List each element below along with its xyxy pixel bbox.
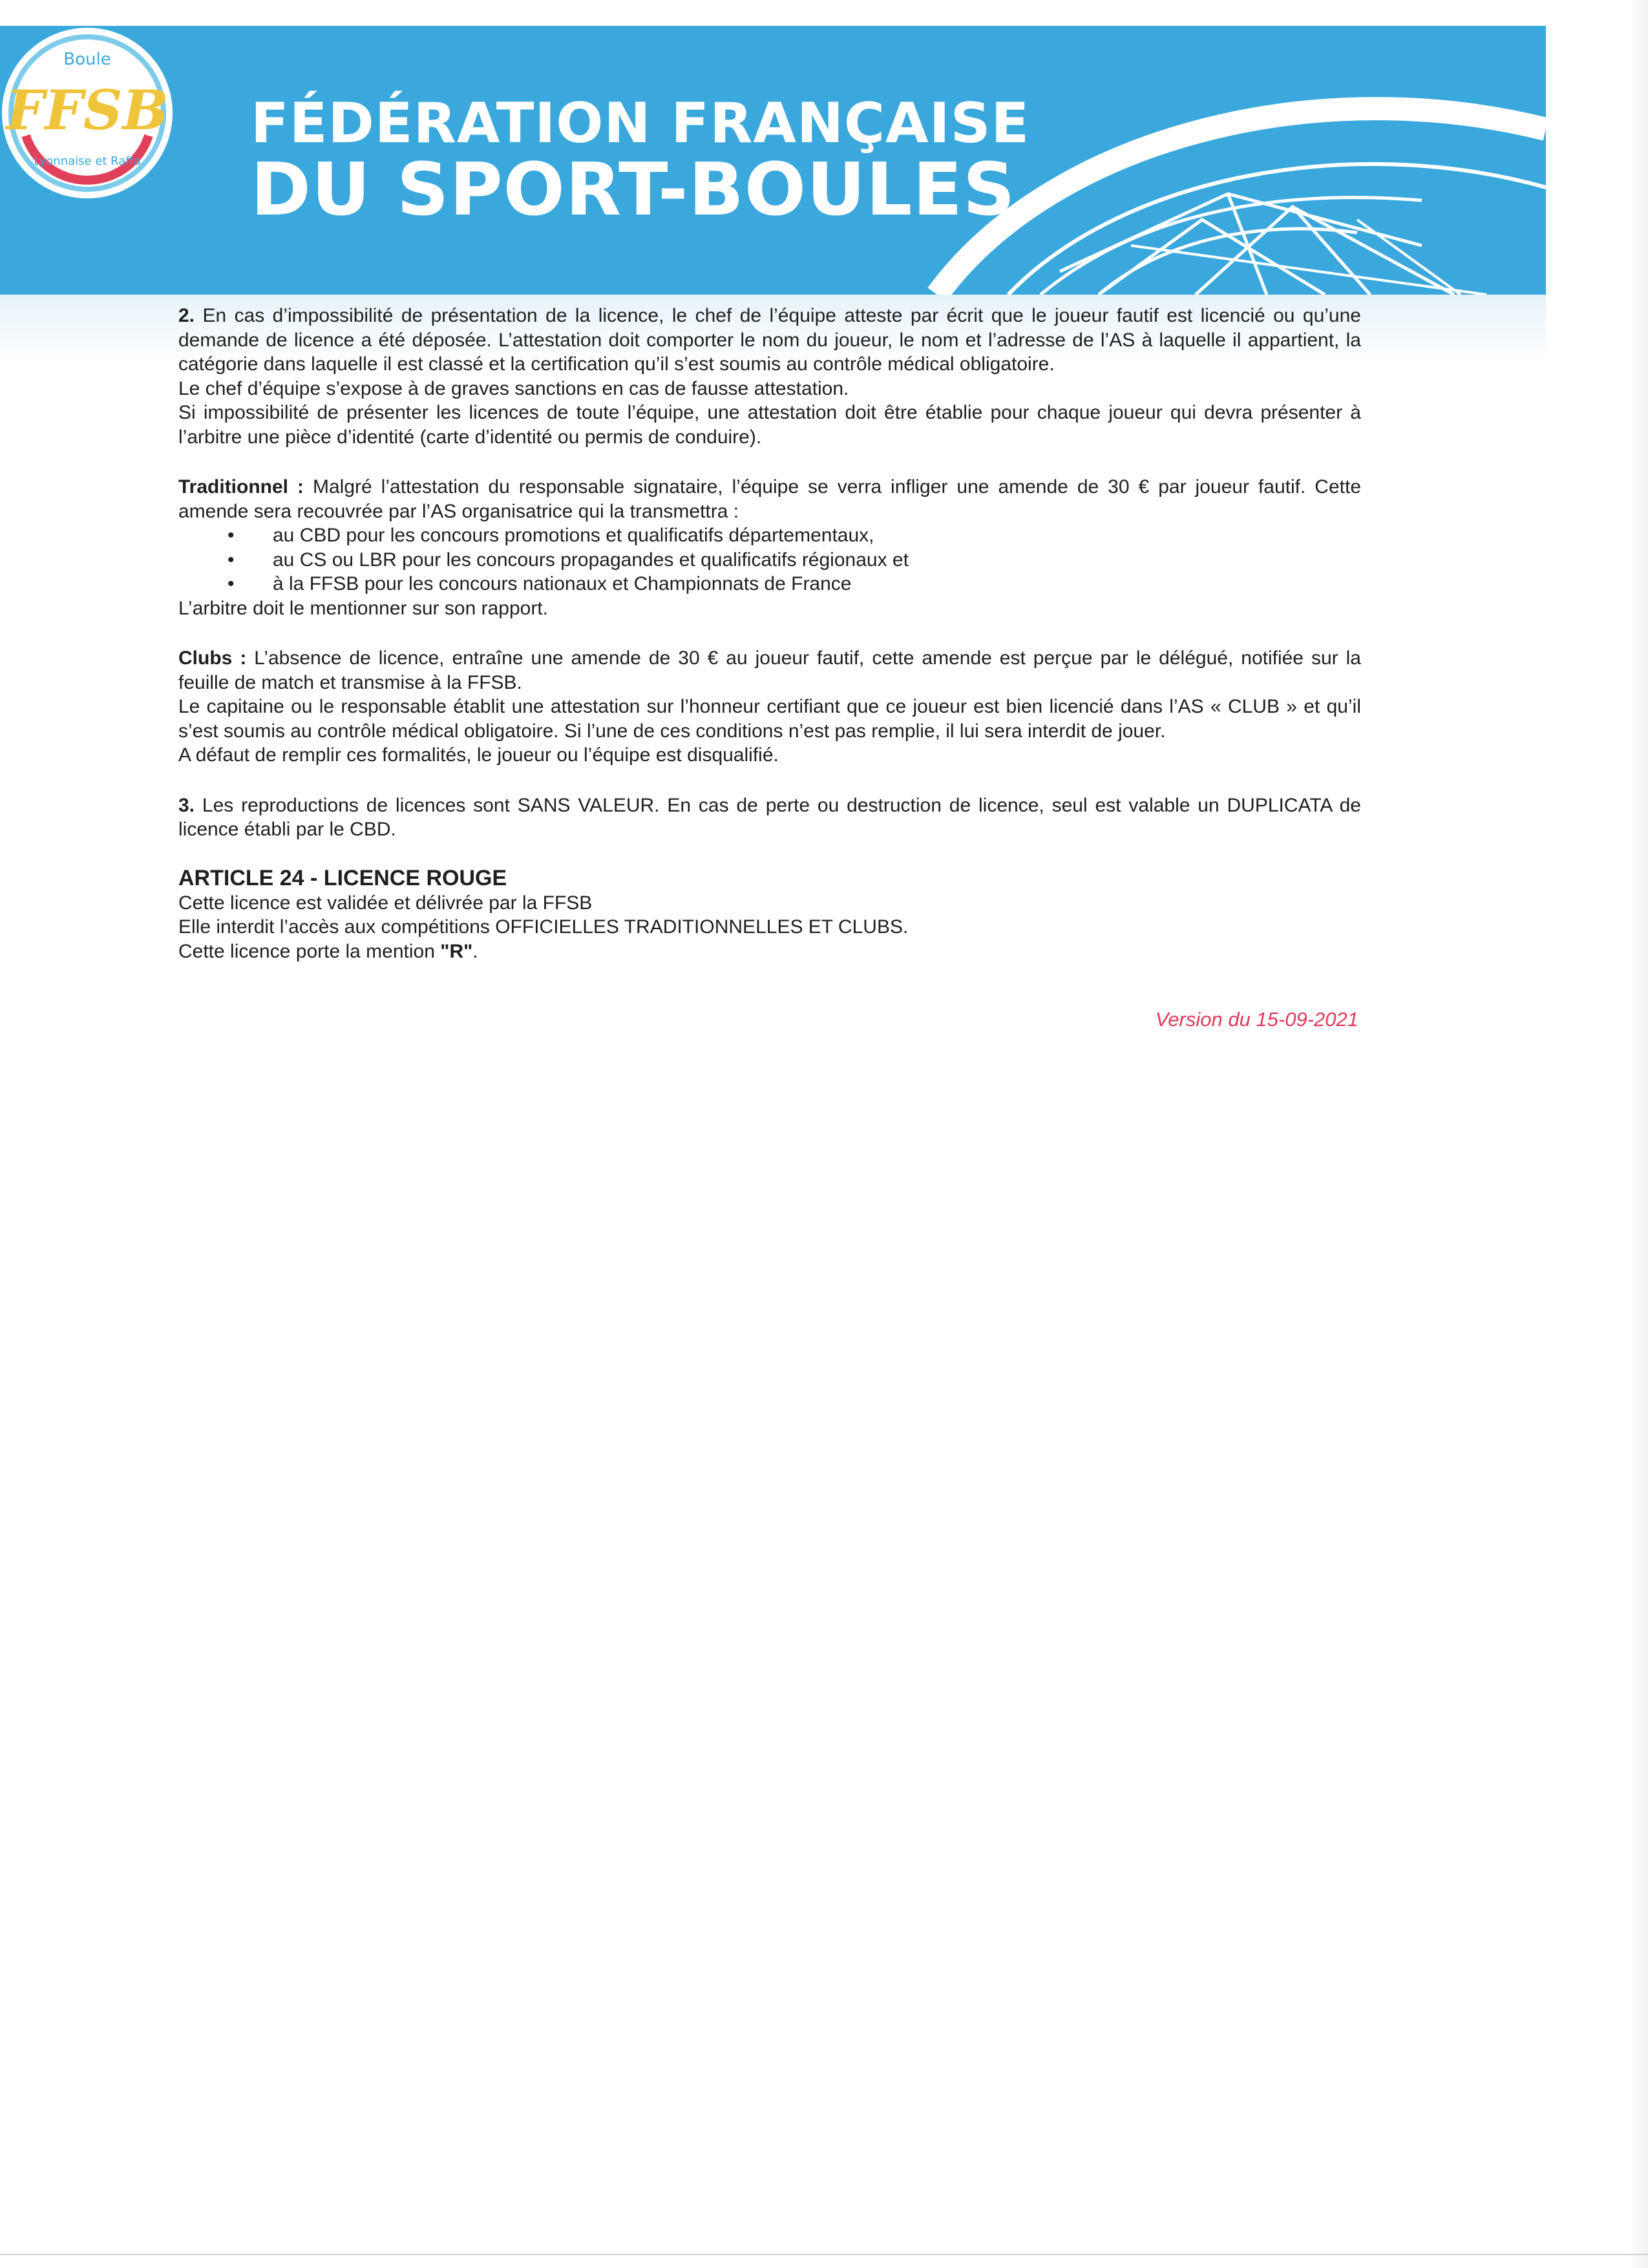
article-24-line-3: Cette licence porte la mention "R". bbox=[178, 940, 478, 962]
title-line-1: FÉDÉRATION FRANÇAISE bbox=[251, 91, 1030, 156]
header-banner bbox=[0, 26, 1546, 295]
traditionnel-label: Traditionnel : bbox=[178, 476, 304, 498]
clubs-paragraph: Clubs : L’absence de licence, entraîne une amende de 30 € au joueur fautif, cette amende est perçue par le délégué, notifiée sur la feuille de match et transmise à la FFSB. bbox=[178, 647, 1361, 693]
svg-text:Boule: Boule bbox=[63, 50, 111, 69]
version-label: Version du 15-09-2021 bbox=[1155, 1008, 1358, 1031]
list-item: • au CBD pour les concours promotions et qualificatifs départementaux, bbox=[178, 523, 1361, 548]
traditionnel-paragraph: Traditionnel : Malgré l’attestation du responsable signataire, l’équipe se verra infliger une amende de 30 € par joueur fautif. Cette amende sera recouvrée par l’AS organisatrice qui la transmettra : bbox=[178, 476, 1362, 522]
title-line-2: DU SPORT-BOULES bbox=[251, 148, 1016, 232]
section-2-paragraph-3: Si impossibilité de présenter les licences de toute l’équipe, une attestation doit être établie pour chaque joueur qui devra présenter à l’arbitre une pièce d’identité (carte d’identité ou permis de conduire). bbox=[178, 402, 1361, 448]
article-24-line-1: Cette licence est validée et délivrée par la FFSB bbox=[178, 892, 593, 914]
section-3-paragraph: 3. Les reproductions de licences sont SANS VALEUR. En cas de perte ou destruction de licence, seul est valable un DUPLICATA de licence établi par le CBD. bbox=[178, 794, 1361, 840]
clubs-label: Clubs : bbox=[178, 647, 247, 669]
svg-text:FFSB: FFSB bbox=[6, 78, 169, 142]
scan-bottom-line bbox=[0, 2254, 1648, 2255]
svg-text:Lyonnaise et Raffa: Lyonnaise et Raffa bbox=[34, 154, 141, 168]
list-item: • à la FFSB pour les concours nationaux et Championnats de France bbox=[178, 572, 1361, 596]
section-2-line-2: Le chef d’équipe s’expose à de graves sanctions en cas de fausse attestation. bbox=[178, 377, 849, 399]
article-24-title: ARTICLE 24 - LICENCE ROUGE bbox=[178, 865, 507, 890]
clubs-paragraph-2: Le capitaine ou le responsable établit une attestation sur l’honneur certifiant que ce joueur est bien licencié dans l’AS « CLUB » et qu’il s’est soumis au contrôle médical obligatoire. Si l’une de ces conditions n’est pas remplie, il lui sera interdit de jouer. bbox=[178, 696, 1361, 742]
article-24-line-2: Elle interdit l’accès aux compétitions OFFICIELLES TRADITIONNELLES ET CLUBS. bbox=[178, 916, 909, 938]
document-body bbox=[178, 304, 1361, 963]
clubs-line-3: A défaut de remplir ces formalités, le joueur ou l’équipe est disqualifié. bbox=[178, 744, 779, 766]
scan-edge bbox=[1629, 0, 1648, 2268]
traditionnel-list bbox=[178, 523, 1361, 596]
ffsb-logo bbox=[0, 26, 174, 200]
section-2-paragraph: 2. En cas d’impossibilité de présentation de la licence, le chef de l’équipe atteste par écrit que le joueur fautif est licencié ou qu’une demande de licence a été déposée. L’attestation doit comporter le nom du joueur, le nom et l’adresse de l’AS à laquelle il appartient, la catégorie dans laquelle il est classé et la certification qu’il s’est soumis au contrôle médical obligatoire. bbox=[178, 305, 1361, 375]
traditionnel-footer: L’arbitre doit le mentionner sur son rapport. bbox=[178, 597, 548, 619]
federation-title bbox=[251, 91, 1030, 232]
list-item: • au CS ou LBR pour les concours propagandes et qualificatifs régionaux et bbox=[178, 548, 1361, 572]
